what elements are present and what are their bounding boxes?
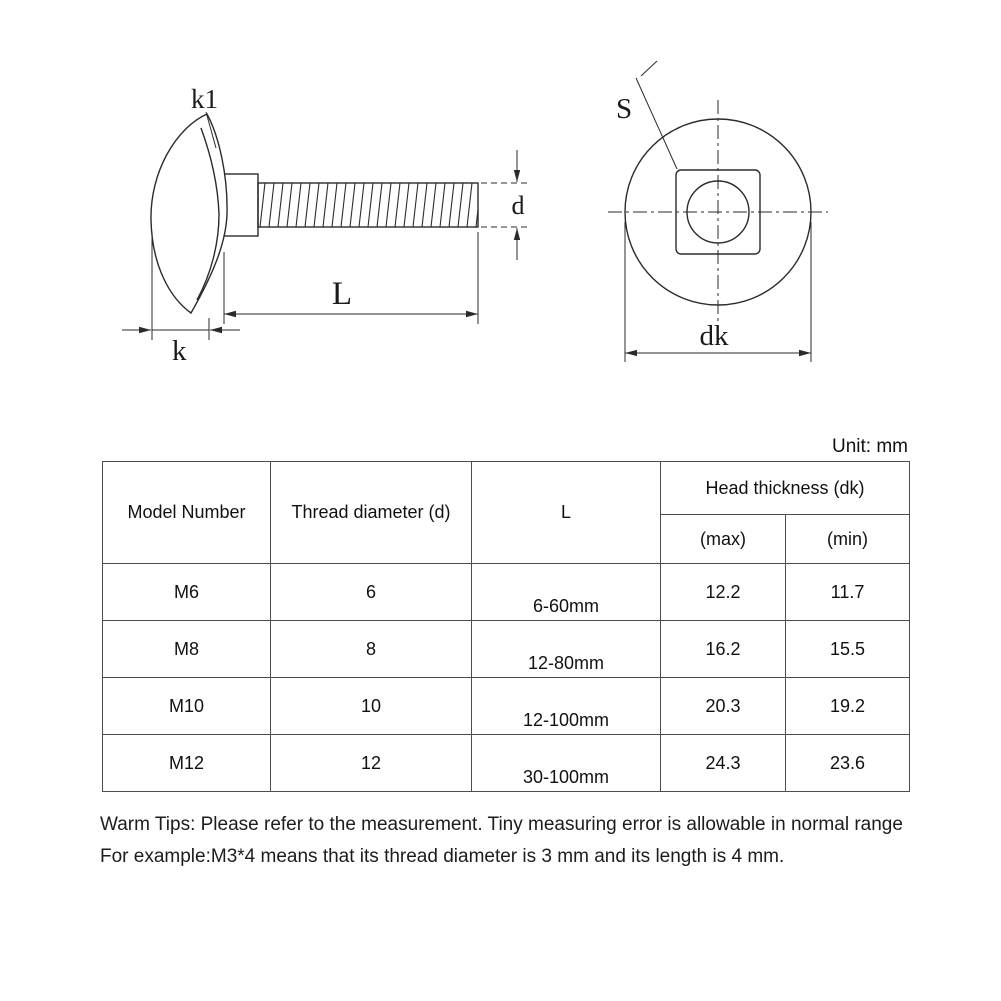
max-cell: 24.3 (661, 735, 786, 792)
thread-cell: 8 (271, 621, 472, 678)
thread-cell: 10 (271, 678, 472, 735)
warm-tips-line-2: For example:M3*4 means that its thread diameter is 3 mm and its length is 4 mm. (100, 846, 785, 868)
bolt-front-view (608, 61, 828, 362)
bolt-head-side (151, 114, 227, 313)
spec-table (102, 461, 910, 792)
model-cell: M6 (103, 564, 271, 621)
warm-tips-line-1: Warm Tips: Please refer to the measurement. Tiny measuring error is allowable in normal range (100, 814, 903, 835)
bolt-technical-drawing (0, 0, 1001, 430)
header-model-number: Model Number (103, 462, 271, 564)
bolt-side-view (122, 84, 531, 367)
min-cell: 19.2 (786, 678, 910, 735)
dim-label-k1: k1 (191, 84, 218, 114)
dim-label-L: L (331, 276, 353, 312)
header-head-thickness: Head thickness (dk) (661, 462, 910, 515)
dim-label-d: d (511, 191, 525, 220)
header-min: (min) (786, 515, 910, 564)
table-row (103, 678, 910, 735)
thread-cell: 6 (271, 564, 472, 621)
table-row (103, 735, 910, 792)
length-cell: 12-80mm (472, 621, 661, 678)
table-row (103, 621, 910, 678)
threaded-shank (258, 183, 478, 227)
length-cell: 30-100mm (472, 735, 661, 792)
header-length: L (472, 462, 661, 564)
dim-label-k: k (172, 335, 187, 367)
length-cell: 6-60mm (472, 564, 661, 621)
model-cell: M8 (103, 621, 271, 678)
max-cell: 16.2 (661, 621, 786, 678)
max-cell: 20.3 (661, 678, 786, 735)
model-cell: M12 (103, 735, 271, 792)
min-cell: 23.6 (786, 735, 910, 792)
table-row (103, 564, 910, 621)
warm-tips (100, 809, 940, 874)
thread-cell: 12 (271, 735, 472, 792)
header-max: (max) (661, 515, 786, 564)
dim-label-dk: dk (699, 320, 729, 352)
max-cell: 12.2 (661, 564, 786, 621)
min-cell: 15.5 (786, 621, 910, 678)
header-thread-diameter: Thread diameter (d) (271, 462, 472, 564)
length-cell: 12-100mm (472, 678, 661, 735)
dim-label-S: S (616, 93, 633, 125)
unit-label: Unit: mm (832, 436, 908, 457)
model-cell: M10 (103, 678, 271, 735)
table-header-row-1 (103, 462, 910, 515)
min-cell: 11.7 (786, 564, 910, 621)
